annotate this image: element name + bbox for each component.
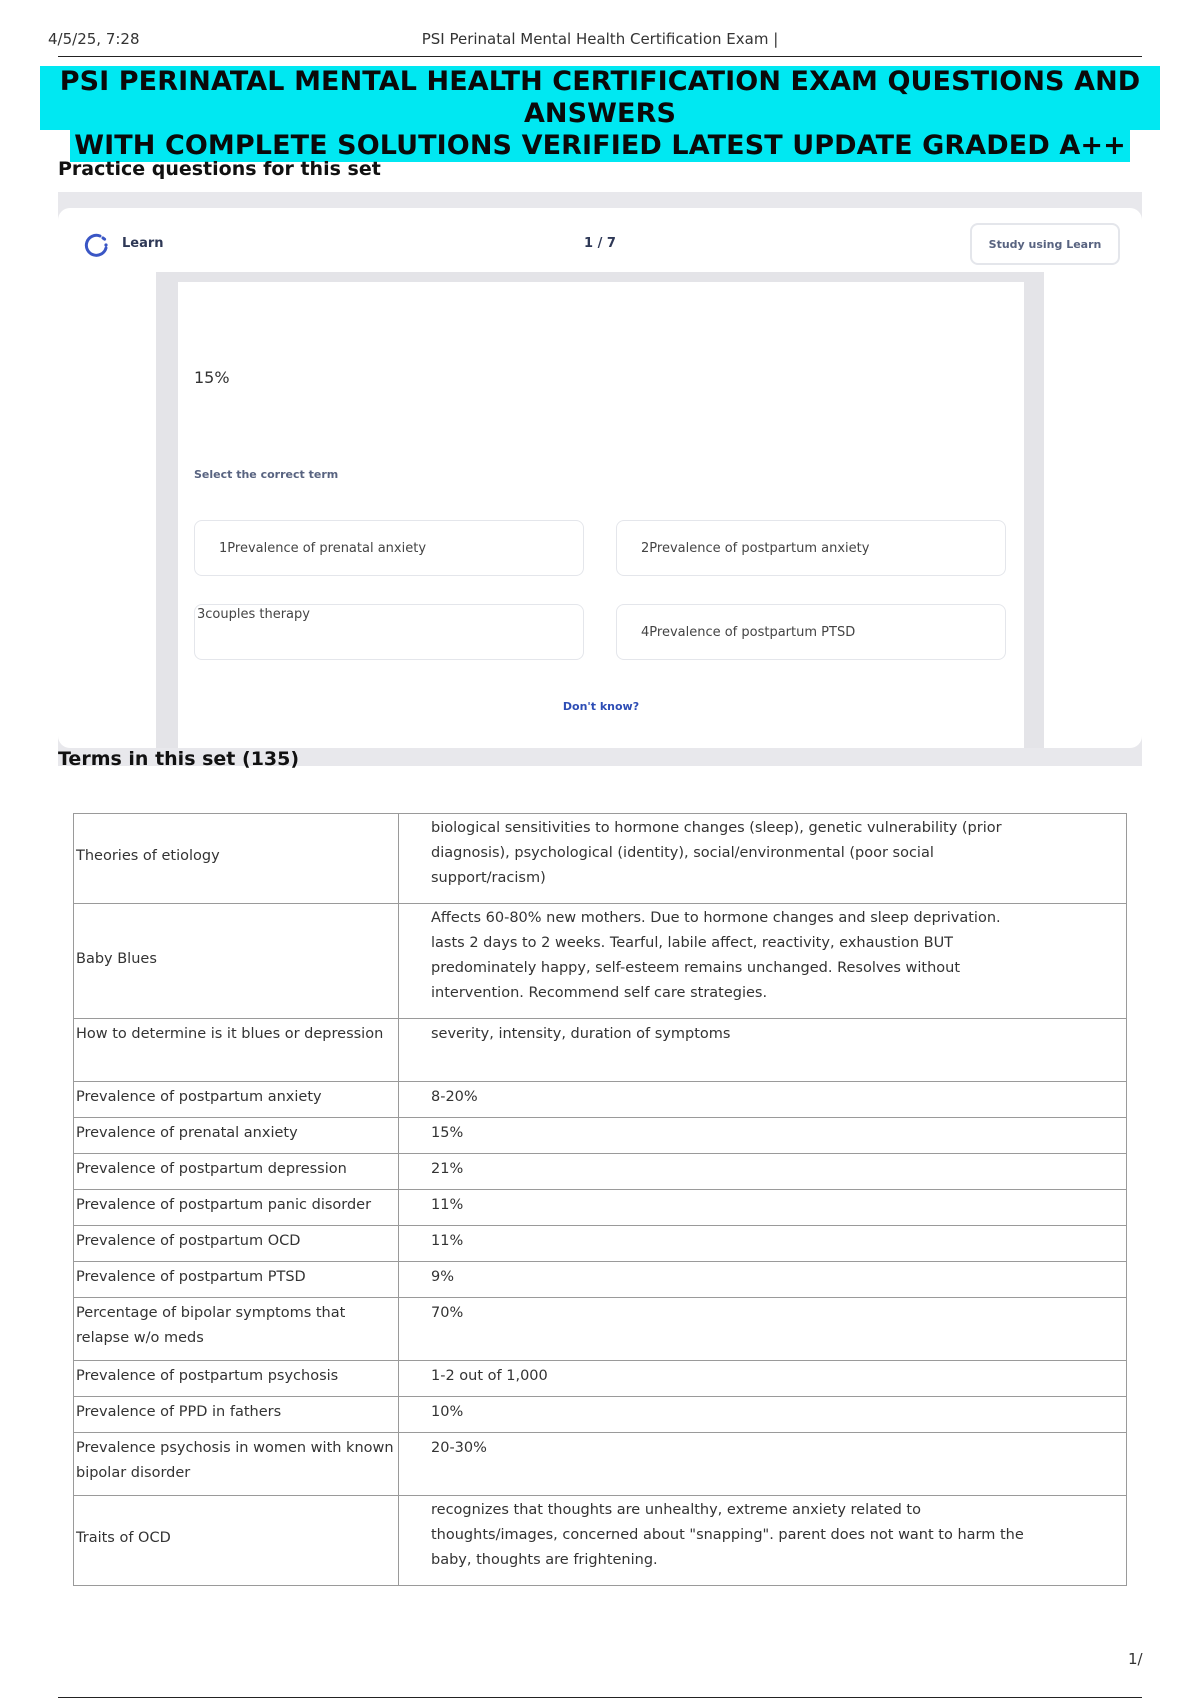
answer-option-1[interactable]	[194, 520, 584, 576]
term-cell: Theories of etiology	[74, 814, 399, 904]
learn-widget	[58, 192, 1142, 766]
term-cell: Percentage of bipolar symptoms that relapse w/o meds	[74, 1298, 399, 1361]
term-cell: Prevalence of postpartum psychosis	[74, 1361, 399, 1397]
term-cell: Prevalence of postpartum depression	[74, 1154, 399, 1190]
study-using-learn-button[interactable]: Study using Learn	[970, 223, 1120, 265]
answer-option-2[interactable]	[616, 520, 1006, 576]
definition-cell: 70%	[399, 1298, 1127, 1361]
practice-heading: Practice questions for this set	[58, 158, 381, 180]
document-title-line-1: PSI PERINATAL MENTAL HEALTH CERTIFICATION EXAM QUESTIONS AND ANSWERS	[40, 66, 1160, 130]
definition-cell: 11%	[399, 1226, 1127, 1262]
print-header-title: PSI Perinatal Mental Health Certification Exam |	[421, 30, 779, 48]
question-prompt: 15%	[194, 368, 230, 387]
table-row	[74, 1118, 1127, 1154]
term-cell: Prevalence of prenatal anxiety	[74, 1118, 399, 1154]
table-row	[74, 1262, 1127, 1298]
term-cell: Prevalence of postpartum PTSD	[74, 1262, 399, 1298]
learn-label: Learn	[122, 236, 164, 251]
learn-card	[58, 208, 1142, 748]
answer-option-4[interactable]	[616, 604, 1006, 660]
table-row	[74, 1154, 1127, 1190]
definition-cell: recognizes that thoughts are unhealthy, extreme anxiety related to thoughts/images, concerned about "snapping". parent does not want to harm the baby, thoughts are frightening.	[399, 1496, 1127, 1586]
table-row	[74, 1361, 1127, 1397]
table-row	[74, 904, 1127, 1019]
table-row	[74, 1190, 1127, 1226]
table-row	[74, 1226, 1127, 1262]
term-cell: Traits of OCD	[74, 1496, 399, 1586]
answer-option-label: 2Prevalence of postpartum anxiety	[641, 541, 870, 556]
header-rule	[58, 56, 1142, 57]
table-row	[74, 814, 1127, 904]
table-row	[74, 1019, 1127, 1082]
term-cell: How to determine is it blues or depression	[74, 1019, 399, 1082]
table-row	[74, 1298, 1127, 1361]
page-number: 1/	[1128, 1650, 1143, 1668]
question-counter: 1 / 7	[584, 236, 616, 251]
terms-heading: Terms in this set (135)	[58, 748, 300, 770]
definition-cell: 10%	[399, 1397, 1127, 1433]
term-cell: Prevalence of postpartum OCD	[74, 1226, 399, 1262]
answer-option-label: 4Prevalence of postpartum PTSD	[641, 625, 856, 640]
dont-know-link[interactable]: Don't know?	[562, 700, 640, 713]
term-cell: Prevalence of PPD in fathers	[74, 1397, 399, 1433]
term-cell: Prevalence of postpartum anxiety	[74, 1082, 399, 1118]
term-cell: Baby Blues	[74, 904, 399, 1019]
term-cell: Prevalence of postpartum panic disorder	[74, 1190, 399, 1226]
answer-option-label: 1Prevalence of prenatal anxiety	[219, 541, 427, 556]
table-row	[74, 1433, 1127, 1496]
definition-cell: biological sensitivities to hormone changes (sleep), genetic vulnerability (prior diagnosis), psychological (identity), social/environmental (poor social support/racism)	[399, 814, 1127, 904]
answer-option-3[interactable]	[194, 604, 584, 660]
document-title-line-2: WITH COMPLETE SOLUTIONS VERIFIED LATEST UPDATE GRADED A++	[70, 130, 1130, 162]
definition-cell: 9%	[399, 1262, 1127, 1298]
table-row	[74, 1496, 1127, 1586]
answer-option-label: 3couples therapy	[197, 607, 310, 622]
print-datetime: 4/5/25, 7:28	[48, 30, 140, 48]
definition-cell: 20-30%	[399, 1433, 1127, 1496]
definition-cell: Affects 60-80% new mothers. Due to hormone changes and sleep deprivation. lasts 2 days to 2 weeks. Tearful, labile affect, reactivity, exhaustion BUT predominately happy, self-esteem remains unchanged. Resolves without intervention. Recommend self care strategies.	[399, 904, 1127, 1019]
question-instruction: Select the correct term	[194, 468, 339, 481]
definition-cell: 8-20%	[399, 1082, 1127, 1118]
definition-cell: 15%	[399, 1118, 1127, 1154]
document-title	[40, 66, 1160, 162]
definition-cell: 11%	[399, 1190, 1127, 1226]
terms-table	[73, 813, 1127, 1586]
table-row	[74, 1397, 1127, 1433]
term-cell: Prevalence psychosis in women with known bipolar disorder	[74, 1433, 399, 1496]
definition-cell: severity, intensity, duration of symptoms	[399, 1019, 1127, 1082]
table-row	[74, 1082, 1127, 1118]
definition-cell: 1-2 out of 1,000	[399, 1361, 1127, 1397]
footer-rule	[58, 1697, 1142, 1698]
definition-cell: 21%	[399, 1154, 1127, 1190]
question-panel	[178, 282, 1024, 748]
